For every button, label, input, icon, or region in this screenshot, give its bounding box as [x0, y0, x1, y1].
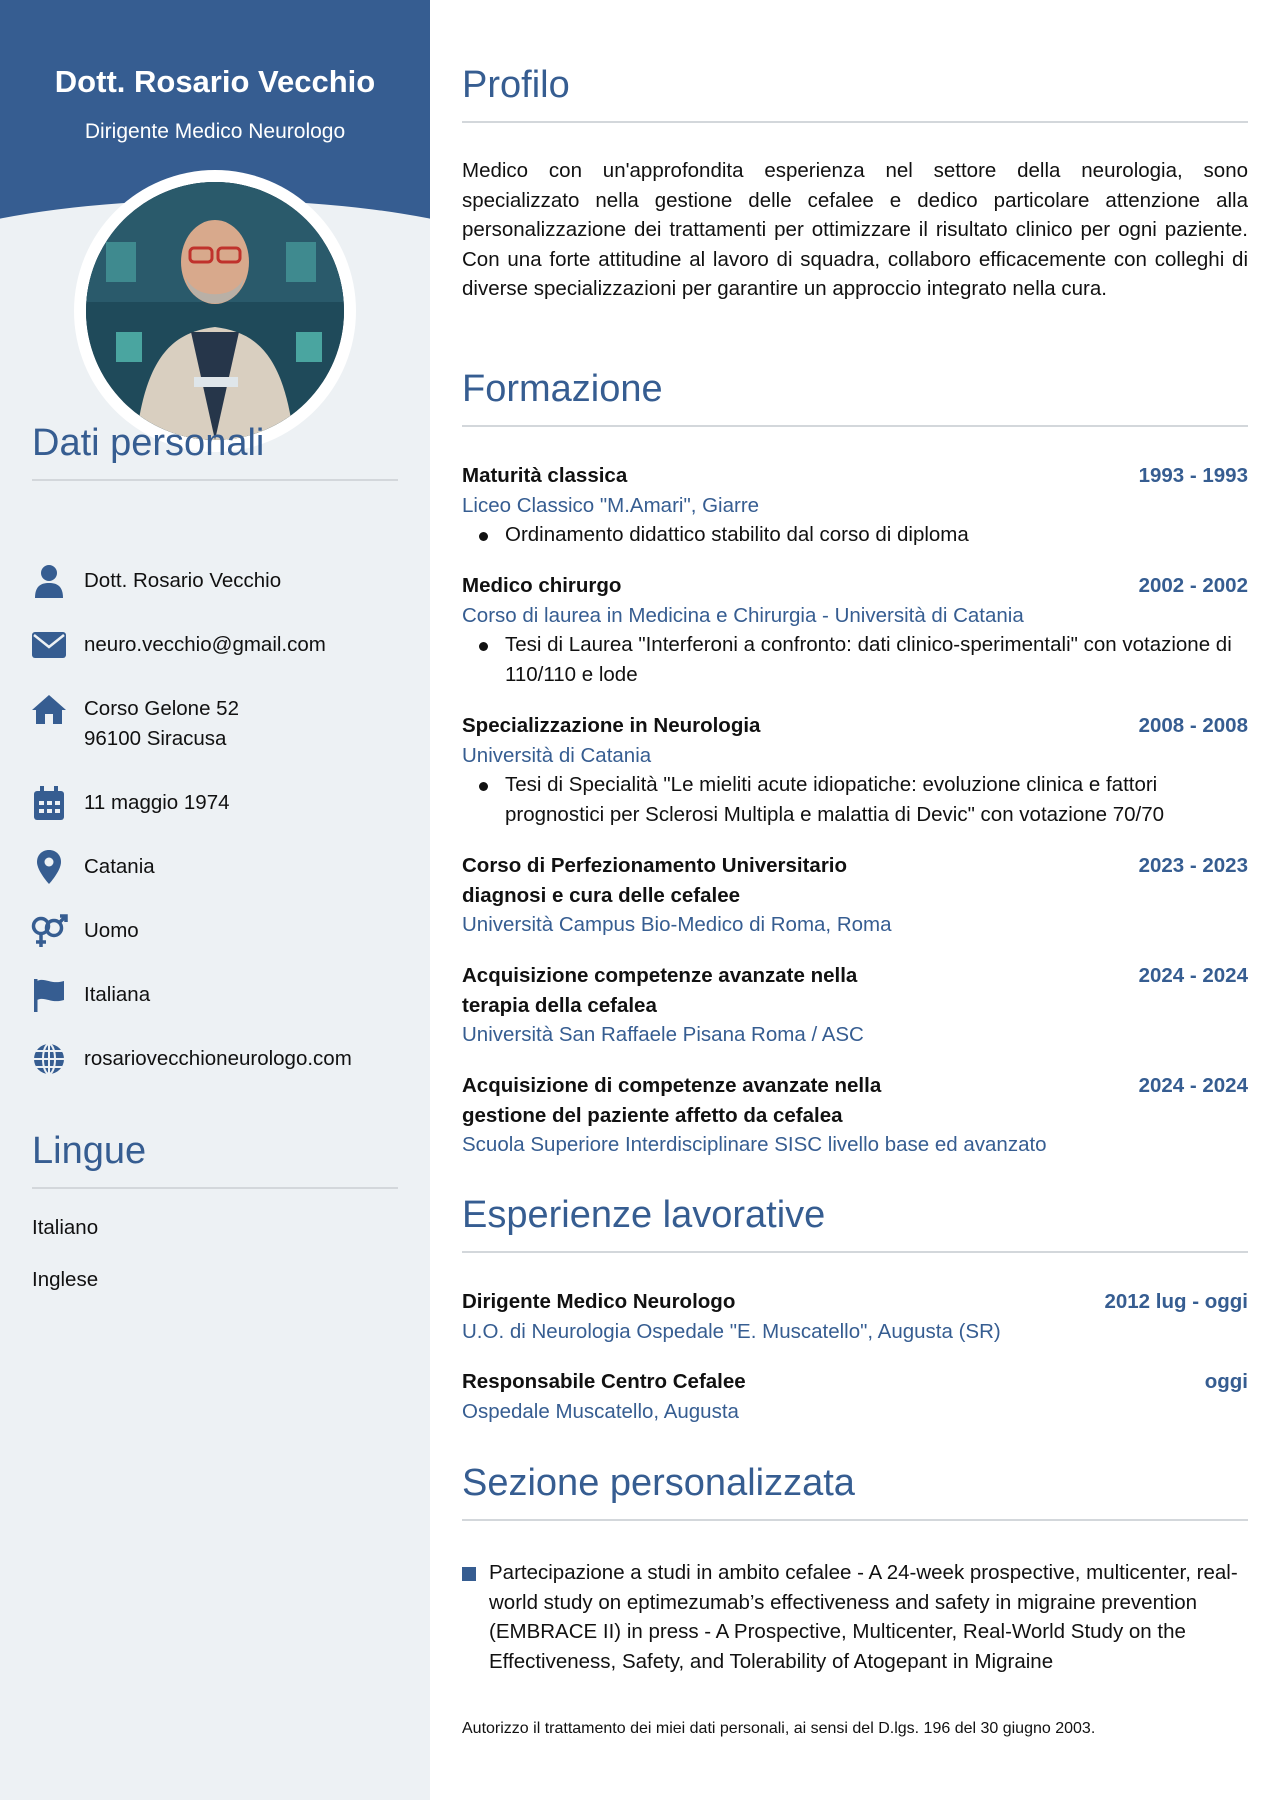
- custom-section-heading: Sezione personalizzata: [462, 1462, 1248, 1521]
- entry-date: 2008 - 2008: [1138, 714, 1248, 737]
- entry-title: Acquisizione di competenze avanzate nella gestione del paziente affetto da cefalea: [462, 1074, 882, 1127]
- gender: Uomo: [84, 919, 139, 942]
- entry-institution: Liceo Classico "M.Amari", Giarre: [462, 493, 760, 517]
- profile-heading: Profilo: [462, 64, 1248, 123]
- entry-place: Ospedale Muscatello, Augusta: [462, 1399, 739, 1423]
- website-row: [30, 1040, 410, 1078]
- entry-place: U.O. di Neurologia Ospedale "E. Muscatello", Augusta (SR): [462, 1319, 1001, 1343]
- experience-entry: [462, 1367, 1248, 1426]
- entry-title: Dirigente Medico Neurologo: [462, 1290, 736, 1313]
- address-line1: Corso Gelone 52: [84, 697, 239, 720]
- entry-date: 2023 - 2023: [1138, 854, 1248, 877]
- gender-icon: [30, 912, 68, 950]
- flag-icon: [30, 976, 68, 1014]
- entry-title: Specializzazione in Neurologia: [462, 714, 761, 737]
- custom-item-text: Partecipazione a studi in ambito cefalee - A 24-week prospective, multicenter, real-world study on eptimezumab’s effectiveness and safety in migraine prevention (EMBRACE II) in press - A Prospective, Multicenter, Real-World Study on the Effectiveness, Safety, and Tolerability of Atogepant in Migraine: [489, 1561, 1238, 1673]
- education-entry: [462, 711, 1248, 829]
- user-icon: [30, 562, 68, 600]
- nationality: Italiana: [84, 983, 151, 1006]
- language-item: Inglese: [32, 1268, 99, 1291]
- entry-date: oggi: [1204, 1370, 1248, 1393]
- gender-row: [30, 912, 410, 950]
- sidebar: [0, 0, 430, 1800]
- birthplace: Catania: [84, 855, 155, 878]
- profile-photo: [86, 182, 344, 440]
- entry-title: Responsabile Centro Cefalee: [462, 1370, 746, 1393]
- personal-data-heading: Dati personali: [32, 422, 398, 481]
- globe-icon: [30, 1040, 68, 1078]
- education-entry: [462, 1071, 1248, 1160]
- calendar-icon: [30, 784, 68, 822]
- experience-entry: [462, 1287, 1248, 1346]
- home-icon: [30, 690, 68, 728]
- address-line2: 96100 Siracusa: [84, 727, 227, 750]
- entry-title: Medico chirurgo: [462, 574, 622, 597]
- person-name: Dott. Rosario Vecchio: [54, 64, 376, 99]
- envelope-icon: [30, 626, 68, 664]
- entry-date: 2024 - 2024: [1138, 964, 1248, 987]
- entry-date: 1993 - 1993: [1138, 464, 1248, 487]
- entry-date: 2024 - 2024: [1138, 1074, 1248, 1097]
- entry-institution: Corso di laurea in Medicina e Chirurgia - Università di Catania: [462, 603, 1024, 627]
- website-link[interactable]: rosariovecchioneurologo.com: [84, 1047, 352, 1070]
- personal-name-row: [30, 562, 410, 600]
- address-row: [30, 690, 410, 754]
- entry-note: Ordinamento didattico stabilito dal corso di diploma: [462, 520, 1248, 550]
- language-item: Italiano: [32, 1216, 99, 1239]
- education-heading: Formazione: [462, 368, 1248, 427]
- education-entry: [462, 851, 1248, 940]
- entry-title: Maturità classica: [462, 464, 628, 487]
- birthdate: 11 maggio 1974: [84, 791, 230, 814]
- entry-institution: Scuola Superiore Interdisciplinare SISC livello base ed avanzato: [462, 1133, 1047, 1157]
- education-entry: [462, 461, 1248, 550]
- person-role: Dirigente Medico Neurologo: [84, 120, 346, 143]
- personal-name: Dott. Rosario Vecchio: [84, 569, 282, 592]
- email-row: [30, 626, 410, 664]
- custom-section-item: [462, 1558, 1248, 1676]
- entry-note: Tesi di Specialità "Le mieliti acute idiopatiche: evoluzione clinica e fattori prognostici per Sclerosi Multipla e malattia di Devic" con votazione 70/70: [462, 770, 1248, 829]
- entry-note: Tesi di Laurea "Interferoni a confronto: dati clinico-sperimentali" con votazione di 110/110 e lode: [462, 630, 1248, 689]
- languages-heading: Lingue: [32, 1130, 398, 1189]
- entry-institution: Università San Raffaele Pisana Roma / ASC: [462, 1023, 864, 1047]
- profile-text: Medico con un'approfondita esperienza nel settore della neurologia, sono specializzato nella gestione delle cefalee e dedico particolare attenzione alla personalizzazione dei trattamenti per ottimizzare il risultato clinico per ogni paziente. Con una forte attitudine al lavoro di squadra, collaboro efficacemente con colleghi di diverse specializzazioni per garantire un approccio integrato nella cura.: [462, 159, 1248, 301]
- entry-institution: Università di Catania: [462, 743, 652, 767]
- privacy-consent: Autorizzo il trattamento dei miei dati personali, ai sensi del D.lgs. 196 del 30 giugno 2003.: [462, 1720, 1096, 1737]
- entry-institution: Università Campus Bio-Medico di Roma, Roma: [462, 913, 892, 937]
- map-pin-icon: [30, 848, 68, 886]
- email-link[interactable]: neuro.vecchio@gmail.com: [84, 633, 326, 656]
- entry-date: 2012 lug - oggi: [1104, 1290, 1248, 1313]
- birthdate-row: [30, 784, 410, 822]
- education-entry: [462, 571, 1248, 689]
- experience-heading: Esperienze lavorative: [462, 1194, 1248, 1253]
- nationality-row: [30, 976, 410, 1014]
- square-bullet-icon: [462, 1567, 476, 1581]
- education-entry: [462, 961, 1248, 1050]
- entry-title: Acquisizione competenze avanzate nella terapia della cefalea: [462, 964, 858, 1017]
- entry-date: 2002 - 2002: [1138, 574, 1248, 597]
- birthplace-row: [30, 848, 410, 886]
- entry-title: Corso di Perfezionamento Universitario diagnosi e cura delle cefalee: [462, 854, 848, 907]
